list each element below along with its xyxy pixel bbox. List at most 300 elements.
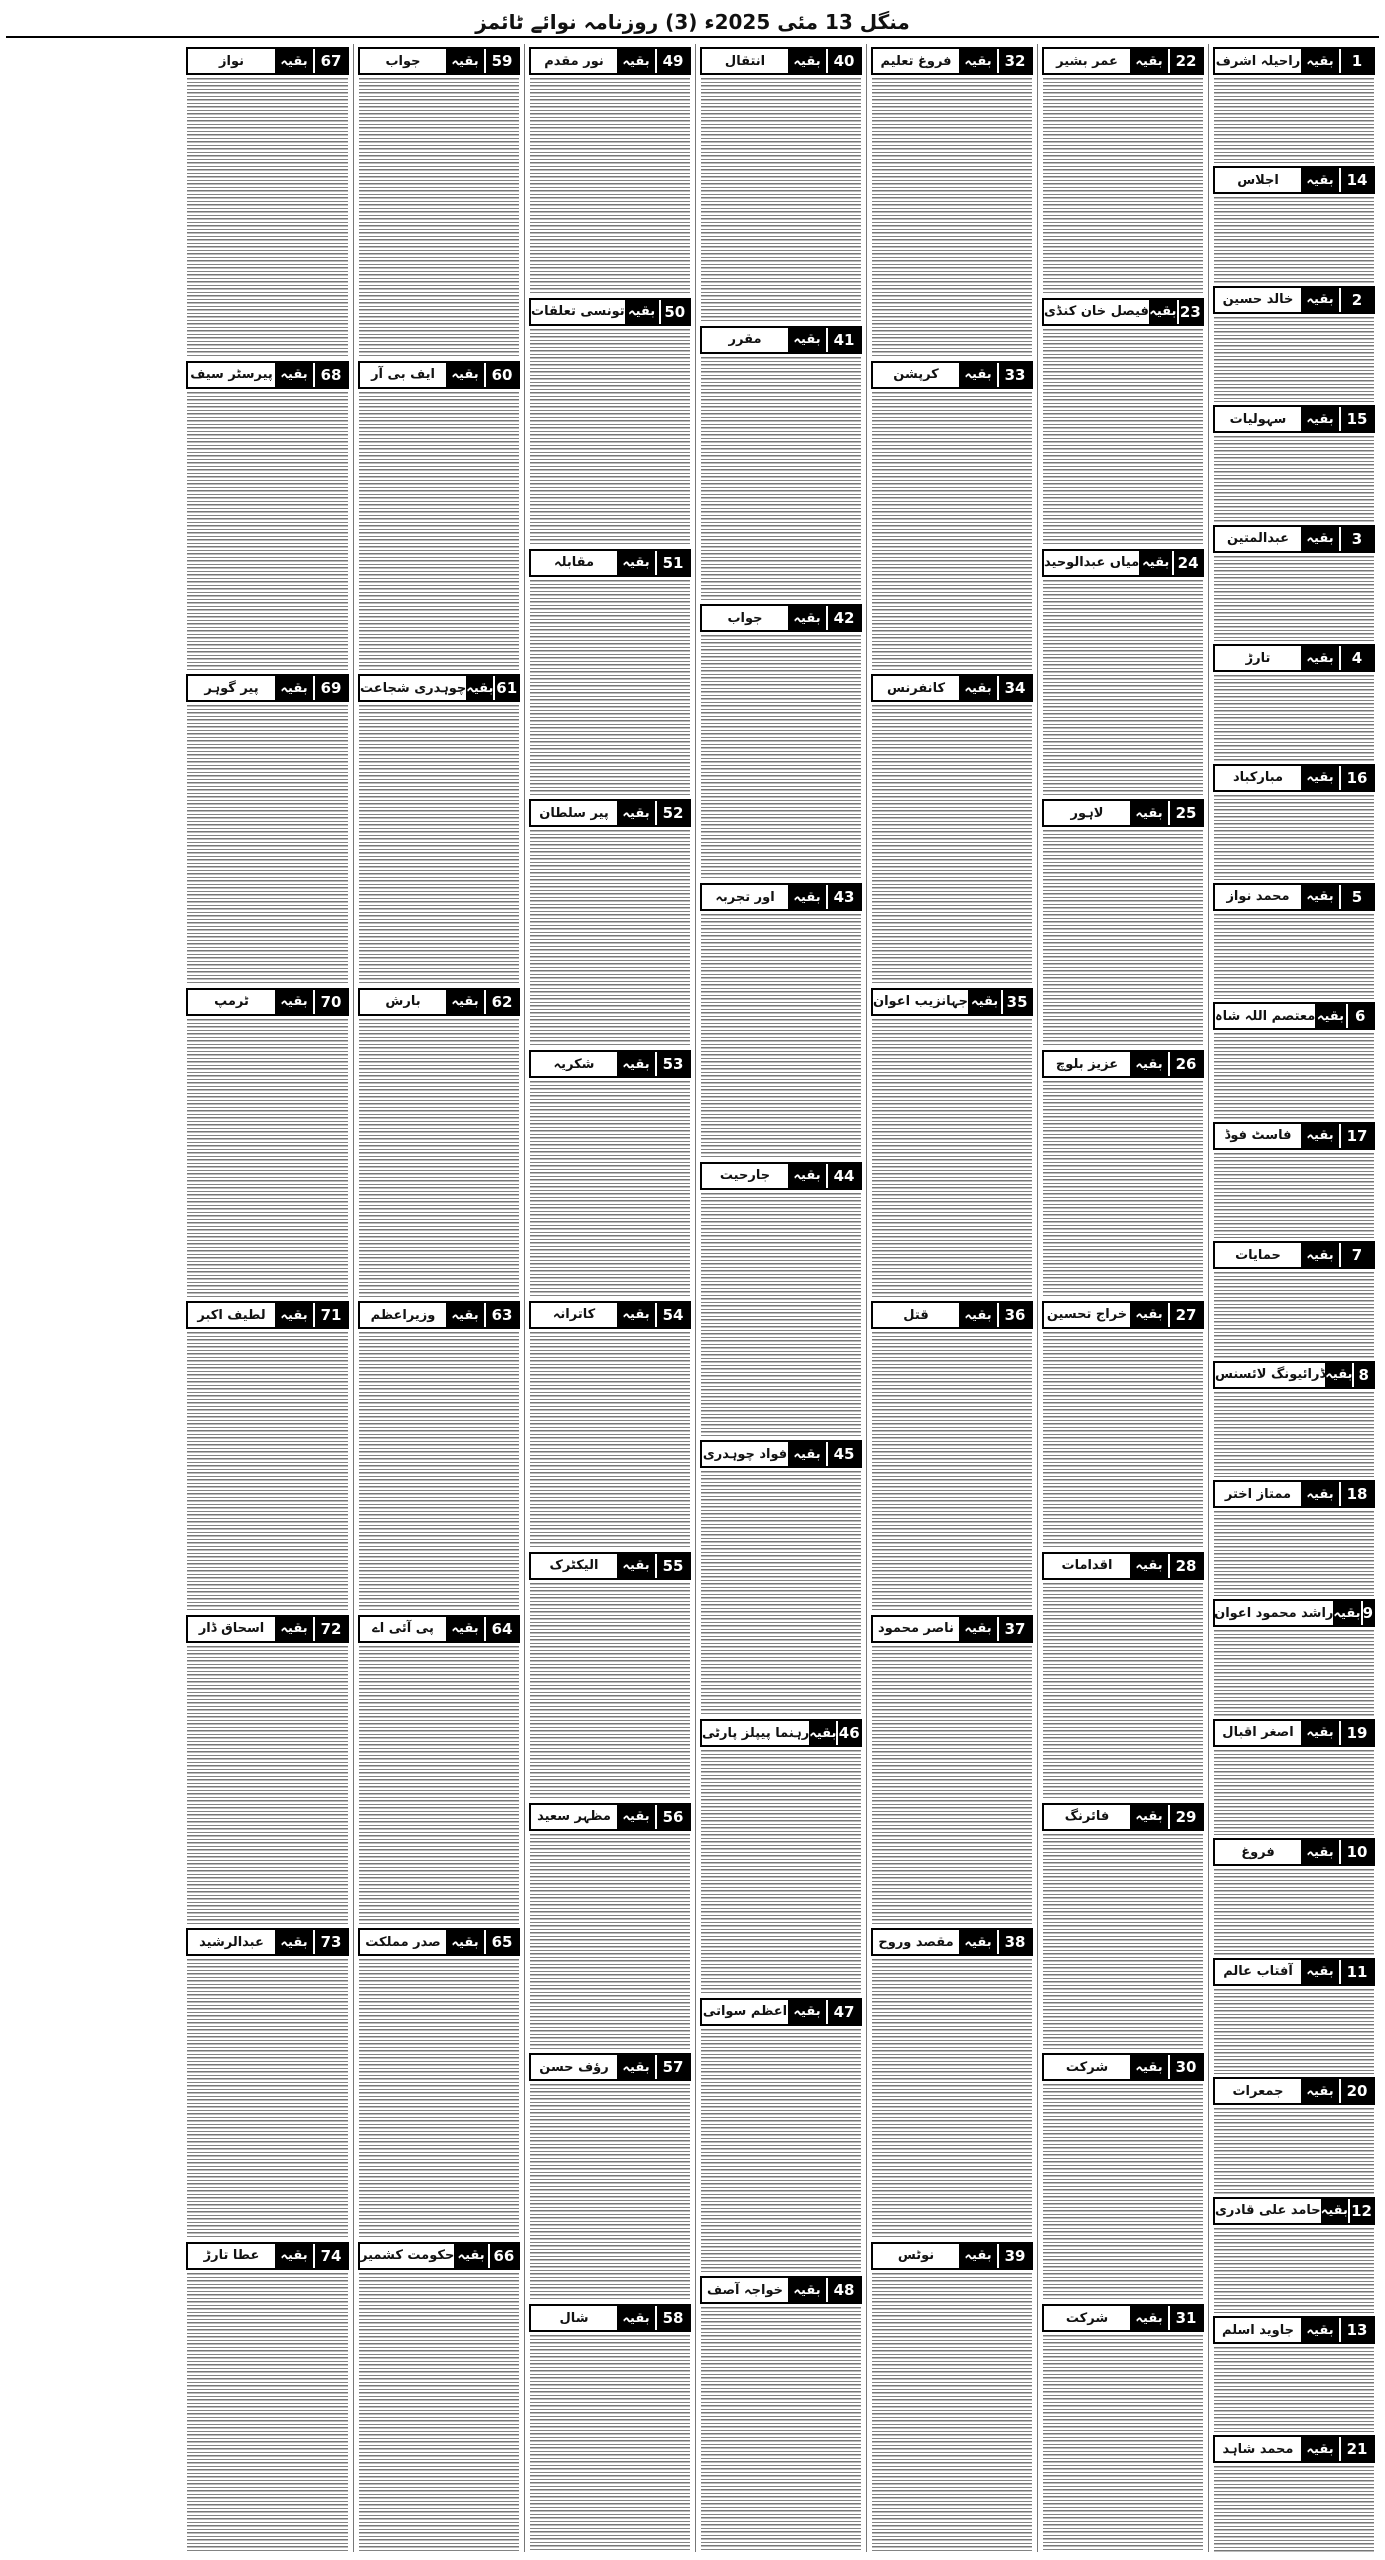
- continuation-item: [871, 1612, 1033, 1926]
- item-header: [700, 883, 862, 911]
- continuation-item: [529, 546, 691, 797]
- item-header: [700, 1440, 862, 1468]
- baqia-label: بقیہ: [275, 49, 315, 73]
- body-text-block: [701, 1471, 861, 1716]
- item-title: شال: [559, 2310, 589, 2326]
- item-title: فاسٹ فوڈ: [1224, 1128, 1292, 1144]
- body-text-block: [1214, 1153, 1374, 1238]
- item-number: 66: [490, 2244, 518, 2268]
- item-title: ممتاز اختر: [1224, 1486, 1292, 1502]
- item-header: [1042, 2053, 1204, 2081]
- item-number: 35: [1003, 990, 1031, 1014]
- continuation-item: [1213, 44, 1375, 163]
- body-text-block: [1043, 830, 1203, 1047]
- baqia-label: بقیہ: [446, 363, 486, 387]
- body-text-block: [530, 2084, 690, 2301]
- item-header: [358, 361, 520, 389]
- body-text-block: [1214, 317, 1374, 402]
- body-text-block: [1214, 1750, 1374, 1835]
- item-number: 21: [1341, 2437, 1373, 2461]
- item-header: [700, 2276, 862, 2304]
- continuation-item: [1042, 1298, 1204, 1549]
- item-title: فروغ تعلیم: [880, 53, 952, 69]
- item-header: [1042, 1301, 1204, 1329]
- column-7: [182, 44, 353, 2552]
- item-title: جواب: [385, 53, 421, 69]
- item-number: 39: [999, 2244, 1031, 2268]
- continuation-item: [700, 2273, 862, 2552]
- baqia-label: بقیہ: [617, 2306, 657, 2330]
- body-text-block: [872, 705, 1032, 985]
- continuation-item: [1213, 880, 1375, 999]
- baqia-label: بقیہ: [617, 1052, 657, 1076]
- item-number: 71: [315, 1303, 347, 1327]
- continuation-item: [358, 1612, 520, 1926]
- item-title: انتقال: [724, 53, 766, 69]
- item-header: [1213, 2316, 1375, 2344]
- baqia-label: بقیہ: [1139, 551, 1174, 575]
- item-number: 4: [1341, 646, 1373, 670]
- item-number: 45: [828, 1442, 860, 1466]
- item-header: [1213, 1361, 1375, 1389]
- item-header: [1042, 1050, 1204, 1078]
- baqia-label: بقیہ: [1149, 300, 1179, 324]
- item-header: [700, 326, 862, 354]
- baqia-label: بقیہ: [1130, 2306, 1170, 2330]
- item-header: [529, 298, 691, 326]
- item-number: 31: [1170, 2306, 1202, 2330]
- continuation-item: [871, 44, 1033, 358]
- continuation-item: [1042, 2050, 1204, 2301]
- item-title: فائرنگ: [1064, 1809, 1110, 1825]
- baqia-label: بقیہ: [1130, 1554, 1170, 1578]
- item-title: رؤف حسن: [539, 2059, 609, 2075]
- item-number: 8: [1354, 1363, 1373, 1387]
- item-title: آفتاب عالم: [1223, 1964, 1293, 1980]
- baqia-label: بقیہ: [1301, 288, 1341, 312]
- continuation-item: [1042, 295, 1204, 546]
- item-title: کانفرنس: [886, 680, 946, 696]
- baqia-label: بقیہ: [1325, 1363, 1354, 1387]
- item-number: 28: [1170, 1554, 1202, 1578]
- item-header: [1213, 1599, 1375, 1627]
- body-text-block: [1214, 2347, 1374, 2432]
- body-text-block: [872, 392, 1032, 672]
- body-text-block: [1043, 580, 1203, 797]
- continuation-item: [871, 2239, 1033, 2553]
- continuation-item: [1042, 1800, 1204, 2051]
- item-title: پیر سلطان: [539, 805, 609, 821]
- baqia-label: بقیہ: [968, 990, 1003, 1014]
- item-title: ڈرائیونگ لائسنس: [1215, 1367, 1326, 1383]
- body-text-block: [1214, 1869, 1374, 1954]
- baqia-label: بقیہ: [1301, 1482, 1341, 1506]
- item-header: [186, 2242, 349, 2270]
- body-text-block: [701, 1193, 861, 1438]
- continuation-item: [700, 880, 862, 1159]
- item-header: [1213, 1241, 1375, 1269]
- item-title: فروغ: [1241, 1844, 1275, 1860]
- continuation-item: [700, 44, 862, 323]
- continuation-item: [529, 1298, 691, 1549]
- column-3: [866, 44, 1037, 2552]
- baqia-label: بقیہ: [1301, 2079, 1341, 2103]
- item-title: عطا تارڑ: [203, 2248, 260, 2263]
- item-number: 47: [828, 2000, 860, 2024]
- baqia-label: بقیہ: [1301, 49, 1341, 73]
- body-text-block: [530, 1081, 690, 1298]
- baqia-label: بقیہ: [446, 1617, 486, 1641]
- continuation-item: [358, 1925, 520, 2239]
- item-number: 15: [1341, 407, 1373, 431]
- baqia-label: بقیہ: [1130, 801, 1170, 825]
- continuation-item: [186, 985, 349, 1299]
- continuation-item: [1042, 2301, 1204, 2552]
- item-title: شکریہ: [553, 1056, 595, 1072]
- item-title: لاہور: [1070, 805, 1104, 821]
- item-number: 6: [1348, 1004, 1373, 1028]
- item-header: [700, 47, 862, 75]
- body-text-block: [872, 78, 1032, 358]
- item-title: ایف بی آر: [371, 367, 435, 382]
- body-text-block: [1043, 1834, 1203, 2051]
- body-text-block: [872, 1646, 1032, 1926]
- item-header: [700, 604, 862, 632]
- body-text-block: [1214, 1989, 1374, 2074]
- continuation-item: [358, 671, 520, 985]
- item-number: 73: [315, 1930, 347, 1954]
- body-text-block: [359, 1019, 519, 1299]
- item-number: 58: [657, 2306, 689, 2330]
- continuation-item: [1213, 1119, 1375, 1238]
- item-header: [529, 1803, 691, 1831]
- column-4: [695, 44, 866, 2552]
- continuation-item: [186, 1925, 349, 2239]
- body-text-block: [1214, 914, 1374, 999]
- item-title: مظہر سعید: [537, 1809, 611, 1825]
- item-number: 70: [315, 990, 347, 1014]
- baqia-label: بقیہ: [788, 885, 828, 909]
- body-text-block: [1043, 78, 1203, 295]
- continuation-item: [529, 1047, 691, 1298]
- body-text-block: [359, 392, 519, 672]
- item-number: 38: [999, 1930, 1031, 1954]
- item-header: [1213, 1838, 1375, 1866]
- continuation-item: [700, 1716, 862, 1995]
- item-number: 41: [828, 328, 860, 352]
- item-header: [1213, 1719, 1375, 1747]
- continuation-item: [186, 358, 349, 672]
- item-number: 26: [1170, 1052, 1202, 1076]
- item-header: [186, 1928, 349, 1956]
- continuation-item: [1213, 2313, 1375, 2432]
- item-title: اور تجربہ: [715, 889, 775, 905]
- item-number: 29: [1170, 1805, 1202, 1829]
- body-text-block: [701, 914, 861, 1159]
- body-text-block: [530, 329, 690, 546]
- baqia-label: بقیہ: [1333, 1601, 1362, 1625]
- baqia-label: بقیہ: [959, 1617, 999, 1641]
- continuation-item: [1213, 1955, 1375, 2074]
- item-header: [1213, 525, 1375, 553]
- item-header: [1042, 549, 1204, 577]
- baqia-label: بقیہ: [959, 676, 999, 700]
- body-text-block: [359, 1332, 519, 1612]
- continuation-item: [1213, 283, 1375, 402]
- item-header: [358, 988, 520, 1016]
- body-text-block: [187, 78, 348, 358]
- continuation-item: [871, 985, 1033, 1299]
- item-title: عبدالمتین: [1226, 531, 1290, 547]
- body-text-block: [1214, 197, 1374, 282]
- continuation-item: [1213, 1238, 1375, 1357]
- continuation-item: [1042, 44, 1204, 295]
- baqia-label: بقیہ: [617, 551, 657, 575]
- item-title: میاں عبدالوحید: [1044, 555, 1140, 571]
- item-number: 11: [1341, 1960, 1373, 1984]
- continuation-item: [358, 358, 520, 672]
- body-text-block: [359, 1646, 519, 1926]
- continuation-item: [186, 44, 349, 358]
- item-header: [1213, 1958, 1375, 1986]
- item-header: [186, 1615, 349, 1643]
- item-header: [186, 1301, 349, 1329]
- item-header: [1213, 644, 1375, 672]
- continuation-item: [1213, 1835, 1375, 1954]
- body-text-block: [187, 1019, 348, 1299]
- column-6: [353, 44, 524, 2552]
- body-text-block: [1214, 78, 1374, 163]
- item-title: ٹرمپ: [214, 994, 249, 1009]
- item-number: 49: [657, 49, 689, 73]
- baqia-label: بقیہ: [446, 49, 486, 73]
- body-text-block: [530, 1332, 690, 1549]
- item-header: [1213, 883, 1375, 911]
- item-number: 72: [315, 1617, 347, 1641]
- baqia-label: بقیہ: [1321, 2199, 1350, 2223]
- baqia-label: بقیہ: [617, 1554, 657, 1578]
- item-header: [1042, 2304, 1204, 2332]
- body-text-block: [1043, 2084, 1203, 2301]
- item-header: [1042, 298, 1204, 326]
- body-text-block: [1214, 2228, 1374, 2313]
- item-header: [871, 1615, 1033, 1643]
- body-text-block: [1043, 329, 1203, 546]
- baqia-label: بقیہ: [275, 1303, 315, 1327]
- item-header: [1213, 2197, 1375, 2225]
- continuation-item: [700, 1995, 862, 2274]
- item-title: بارش: [385, 994, 421, 1009]
- item-title: وزیراعظم: [370, 1307, 436, 1323]
- baqia-label: بقیہ: [275, 676, 315, 700]
- item-title: مقصد وروح: [878, 1934, 954, 1950]
- continuation-item: [700, 1437, 862, 1716]
- item-title: محمد نواز: [1226, 889, 1290, 905]
- baqia-label: بقیہ: [788, 606, 828, 630]
- baqia-label: بقیہ: [1301, 527, 1341, 551]
- body-text-block: [1214, 1272, 1374, 1357]
- continuation-item: [1213, 761, 1375, 880]
- baqia-label: بقیہ: [625, 300, 661, 324]
- continuation-item: [1213, 1358, 1375, 1477]
- item-header: [1213, 286, 1375, 314]
- baqia-label: بقیہ: [1130, 1303, 1170, 1327]
- item-header: [529, 1301, 691, 1329]
- continuation-item: [358, 44, 520, 358]
- item-header: [358, 1615, 520, 1643]
- body-text-block: [1214, 2466, 1374, 2551]
- body-text-block: [1043, 1583, 1203, 1800]
- baqia-label: بقیہ: [1301, 1124, 1341, 1148]
- body-text-block: [1214, 1511, 1374, 1596]
- body-text-block: [359, 705, 519, 985]
- body-text-block: [1214, 1630, 1374, 1715]
- item-header: [871, 988, 1033, 1016]
- item-header: [358, 674, 520, 702]
- body-text-block: [530, 2335, 690, 2552]
- item-title: کاترانہ: [552, 1307, 596, 1323]
- baqia-label: بقیہ: [454, 2244, 489, 2268]
- baqia-label: بقیہ: [788, 1164, 828, 1188]
- item-header: [1042, 1552, 1204, 1580]
- item-title: لطیف اکبر: [197, 1307, 266, 1323]
- item-header: [529, 2053, 691, 2081]
- baqia-label: بقیہ: [275, 2244, 315, 2268]
- item-title: جمعرات: [1232, 2083, 1284, 2099]
- continuation-item: [1213, 2432, 1375, 2551]
- item-title: فواد چوہدری: [702, 1446, 788, 1462]
- item-title: عمر بشیر: [1056, 53, 1118, 69]
- item-header: [186, 674, 349, 702]
- body-text-block: [359, 78, 519, 358]
- continuation-item: [871, 358, 1033, 672]
- item-header: [1213, 166, 1375, 194]
- item-title: محمد شاہد: [1222, 2441, 1294, 2457]
- baqia-label: بقیہ: [617, 2055, 657, 2079]
- item-title: پیر گوہر: [204, 680, 259, 696]
- body-text-block: [701, 357, 861, 602]
- body-text-block: [187, 1646, 348, 1926]
- body-text-block: [701, 2307, 861, 2552]
- continuation-item: [1213, 999, 1375, 1118]
- item-header: [871, 1928, 1033, 1956]
- baqia-label: بقیہ: [1301, 407, 1341, 431]
- baqia-label: بقیہ: [1315, 1004, 1347, 1028]
- baqia-label: بقیہ: [446, 1930, 486, 1954]
- item-title: فیصل خان کنڈی: [1044, 304, 1149, 320]
- item-header: [1042, 47, 1204, 75]
- item-number: 60: [486, 363, 518, 387]
- item-header: [529, 1552, 691, 1580]
- item-header: [358, 1928, 520, 1956]
- item-title: تارڑ: [1245, 650, 1271, 666]
- item-number: 25: [1170, 801, 1202, 825]
- baqia-label: بقیہ: [1301, 1721, 1341, 1745]
- columns-container: [6, 44, 1379, 2552]
- item-number: 53: [657, 1052, 689, 1076]
- item-header: [871, 361, 1033, 389]
- item-number: 1: [1341, 49, 1373, 73]
- item-title: مقابلہ: [553, 555, 595, 571]
- item-number: 62: [486, 990, 518, 1014]
- item-number: 59: [486, 49, 518, 73]
- item-header: [529, 47, 691, 75]
- continuation-item: [358, 985, 520, 1299]
- item-number: 13: [1341, 2318, 1373, 2342]
- continuation-item: [358, 2239, 520, 2553]
- item-number: 34: [999, 676, 1031, 700]
- item-number: 52: [657, 801, 689, 825]
- body-text-block: [530, 78, 690, 295]
- continuation-item: [529, 796, 691, 1047]
- baqia-label: بقیہ: [617, 1805, 657, 1829]
- baqia-label: بقیہ: [1130, 1805, 1170, 1829]
- baqia-label: بقیہ: [446, 990, 486, 1014]
- continuation-item: [1042, 546, 1204, 797]
- item-header: [1213, 405, 1375, 433]
- item-title: نواز: [219, 53, 244, 69]
- body-text-block: [1214, 1392, 1374, 1477]
- item-number: 64: [486, 1617, 518, 1641]
- item-title: حامد علی قادری: [1215, 2203, 1321, 2219]
- body-text-block: [872, 1332, 1032, 1612]
- item-title: قتل: [903, 1307, 929, 1323]
- continuation-item: [1213, 641, 1375, 760]
- item-number: 50: [661, 300, 690, 324]
- item-title: راشد محمود اعوان: [1214, 1605, 1334, 1621]
- item-header: [1213, 1122, 1375, 1150]
- item-number: 44: [828, 1164, 860, 1188]
- baqia-label: بقیہ: [1301, 766, 1341, 790]
- continuation-item: [1213, 522, 1375, 641]
- item-number: 55: [657, 1554, 689, 1578]
- continuation-item: [1042, 796, 1204, 1047]
- item-number: 40: [828, 49, 860, 73]
- masthead: [6, 8, 1379, 38]
- body-text-block: [872, 1019, 1032, 1299]
- item-number: 14: [1341, 168, 1373, 192]
- baqia-label: بقیہ: [275, 1930, 315, 1954]
- item-header: [1213, 764, 1375, 792]
- item-number: 32: [999, 49, 1031, 73]
- item-number: 36: [999, 1303, 1031, 1327]
- item-number: 42: [828, 606, 860, 630]
- continuation-item: [700, 323, 862, 602]
- baqia-label: بقیہ: [275, 1617, 315, 1641]
- item-title: تونسی تعلقات: [531, 304, 625, 320]
- item-title: اعظم سواتی: [702, 2004, 788, 2020]
- item-number: 22: [1170, 49, 1202, 73]
- item-number: 69: [315, 676, 347, 700]
- item-title: صدر مملکت: [365, 1934, 441, 1950]
- item-header: [529, 799, 691, 827]
- item-header: [1213, 2077, 1375, 2105]
- item-title: اسحاق ڈار: [198, 1621, 265, 1636]
- baqia-label: بقیہ: [1301, 885, 1341, 909]
- continuation-item: [529, 2050, 691, 2301]
- item-number: 57: [657, 2055, 689, 2079]
- item-header: [1042, 799, 1204, 827]
- continuation-item: [529, 1800, 691, 2051]
- item-header: [186, 361, 349, 389]
- item-number: 2: [1341, 288, 1373, 312]
- item-number: 51: [657, 551, 689, 575]
- item-number: 20: [1341, 2079, 1373, 2103]
- baqia-label: بقیہ: [617, 49, 657, 73]
- baqia-label: بقیہ: [1130, 2055, 1170, 2079]
- continuation-item: [1042, 1047, 1204, 1298]
- baqia-label: بقیہ: [275, 990, 315, 1014]
